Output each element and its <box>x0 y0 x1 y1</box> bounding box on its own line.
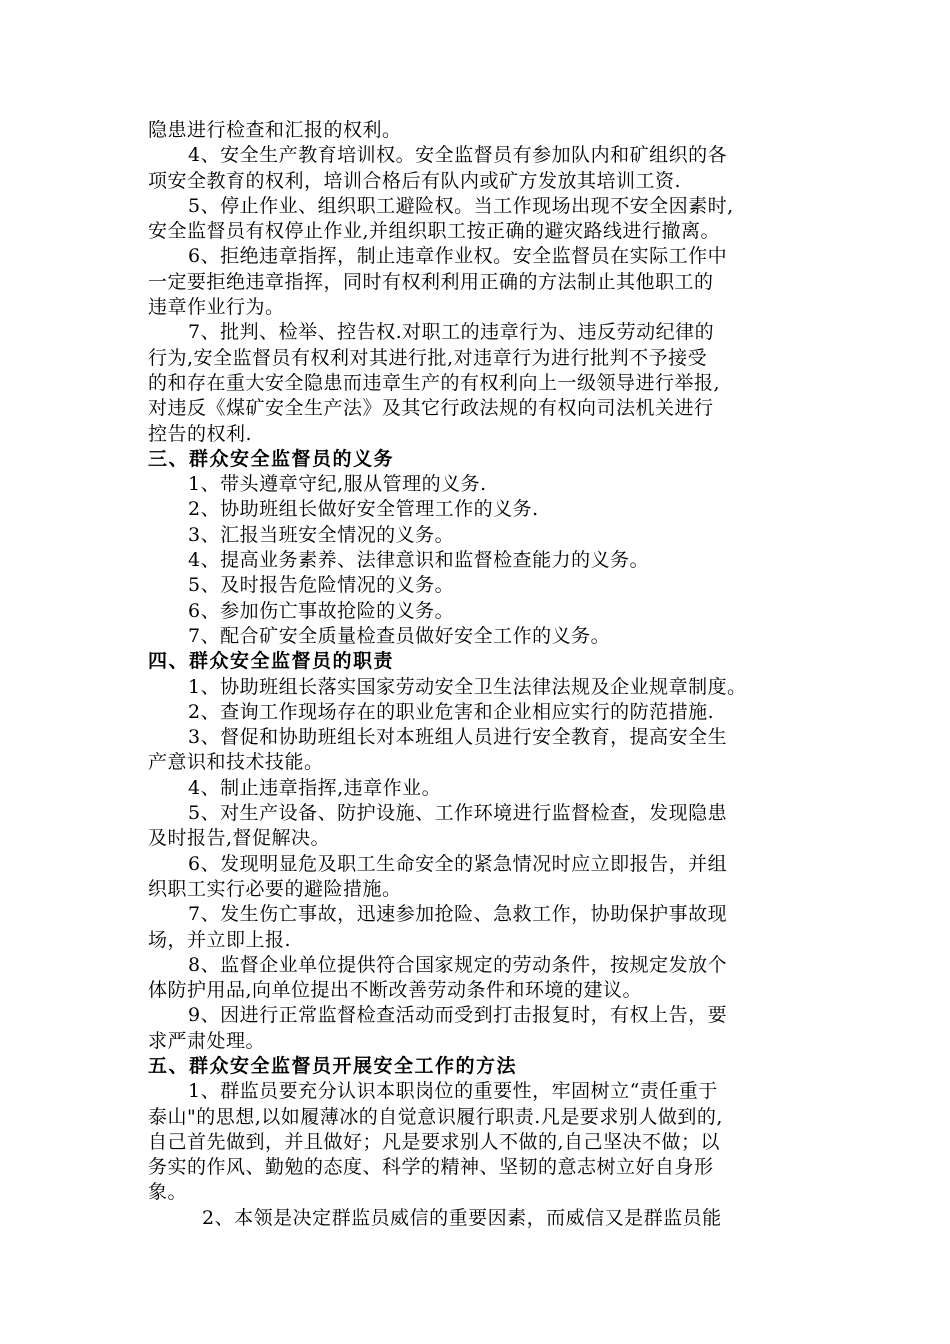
list-item: 1、群监员要充分认识本职岗位的重要性，牢固树立“责任重于 <box>188 1080 718 1103</box>
text-line: 的和存在重大安全隐患而违章生产的有权利向上一级领导进行举报, <box>148 371 721 394</box>
list-item: 3、督促和协助班组长对本班组人员进行安全教育，提高安全生 <box>188 726 728 749</box>
section-heading-methods: 五、群众安全监督员开展安全工作的方法 <box>148 1054 518 1077</box>
list-item: 8、监督企业单位提供符合国家规定的劳动条件，按规定发放个 <box>188 953 728 976</box>
text-line: 及时报告,督促解决。 <box>148 827 331 850</box>
text-line: 违章作业行为。 <box>148 296 285 319</box>
text-line: 求严肃处理。 <box>148 1029 266 1052</box>
list-item: 2、协助班组长做好安全管理工作的义务. <box>188 498 539 521</box>
text-line: 一定要拒绝违章指挥，同时有权利利用正确的方法制止其他职工的 <box>148 270 714 293</box>
list-item: 1、协助班组长落实国家劳动安全卫生法律法规及企业规章制度。 <box>188 675 747 698</box>
list-item: 7、发生伤亡事故，迅速参加抢险、急救工作，协助保护事故现 <box>188 903 728 926</box>
text-line: 织职工实行必要的避险措施。 <box>148 877 402 900</box>
list-item: 2、本领是决定群监员威信的重要因素，而威信又是群监员能 <box>202 1206 722 1229</box>
text-line: 隐患进行检查和汇报的权利。 <box>148 119 402 141</box>
text-line: 7、批判、检举、控告权.对职工的违章行为、违反劳动纪律的 <box>188 321 715 344</box>
text-line: 产意识和技术技能。 <box>148 751 324 774</box>
text-line: 对违反《煤矿安全生产法》及其它行政法规的有权向司法机关进行 <box>148 397 714 420</box>
list-item: 9、因进行正常监督检查活动而受到打击报复时，有权上告，要 <box>188 1004 728 1027</box>
document-body <box>148 118 818 1231</box>
list-item: 1、带头遵章守纪,服从管理的义务. <box>188 473 487 496</box>
text-line: 安全监督员有权停止作业,并组织职工按正确的避灾路线进行撤离。 <box>148 220 721 243</box>
section-heading-duties: 三、群众安全监督员的义务 <box>148 447 395 470</box>
text-line: 自己首先做到，并且做好；凡是要求别人不做的,自己坚决不做；以 <box>148 1130 721 1153</box>
text-line: 场，并立即上报. <box>148 928 292 951</box>
text-line: 控告的权利. <box>148 422 253 445</box>
text-line: 4、安全生产教育培训权。安全监督员有参加队内和矿组织的各 <box>188 144 728 167</box>
text-line: 象。 <box>148 1181 188 1204</box>
text-line: 6、拒绝违章指挥，制止违章作业权。安全监督员在实际工作中 <box>188 245 728 268</box>
list-item: 4、制止违章指挥,违章作业。 <box>188 776 442 799</box>
text-line: 5、停止作业、组织职工避险权。当工作现场出现不安全因素时, <box>188 194 734 217</box>
list-item: 5、及时报告危险情况的义务。 <box>188 574 455 597</box>
section-heading-responsibilities: 四、群众安全监督员的职责 <box>148 650 395 673</box>
list-item: 2、查询工作现场存在的职业危害和企业相应实行的防范措施. <box>188 700 715 723</box>
list-item: 7、配合矿安全质量检查员做好安全工作的义务。 <box>188 624 611 647</box>
list-item: 4、提高业务素养、法律意识和监督检查能力的义务。 <box>188 549 650 572</box>
text-line: 务实的作风、勤勉的态度、科学的精神、坚韧的意志树立好自身形 <box>148 1156 714 1179</box>
text-line: 行为,安全监督员有权利对其进行批,对违章行为进行批判不予接受 <box>148 346 708 369</box>
list-item: 6、参加伤亡事故抢险的义务。 <box>188 599 455 622</box>
list-item: 6、发现明显危及职工生命安全的紧急情况时应立即报告，并组 <box>188 852 728 875</box>
text-line: 项安全教育的权利，培训合格后有队内或矿方发放其培训工资. <box>148 169 682 192</box>
text-line: 泰山"的思想,以如履薄冰的自觉意识履行职责.凡是要求别人做到的, <box>148 1105 723 1128</box>
text-line: 体防护用品,向单位提出不断改善劳动条件和环境的建议。 <box>148 979 643 1002</box>
list-item: 5、对生产设备、防护设施、工作环境进行监督检查，发现隐患 <box>188 802 728 825</box>
list-item: 3、汇报当班安全情况的义务。 <box>188 523 455 546</box>
